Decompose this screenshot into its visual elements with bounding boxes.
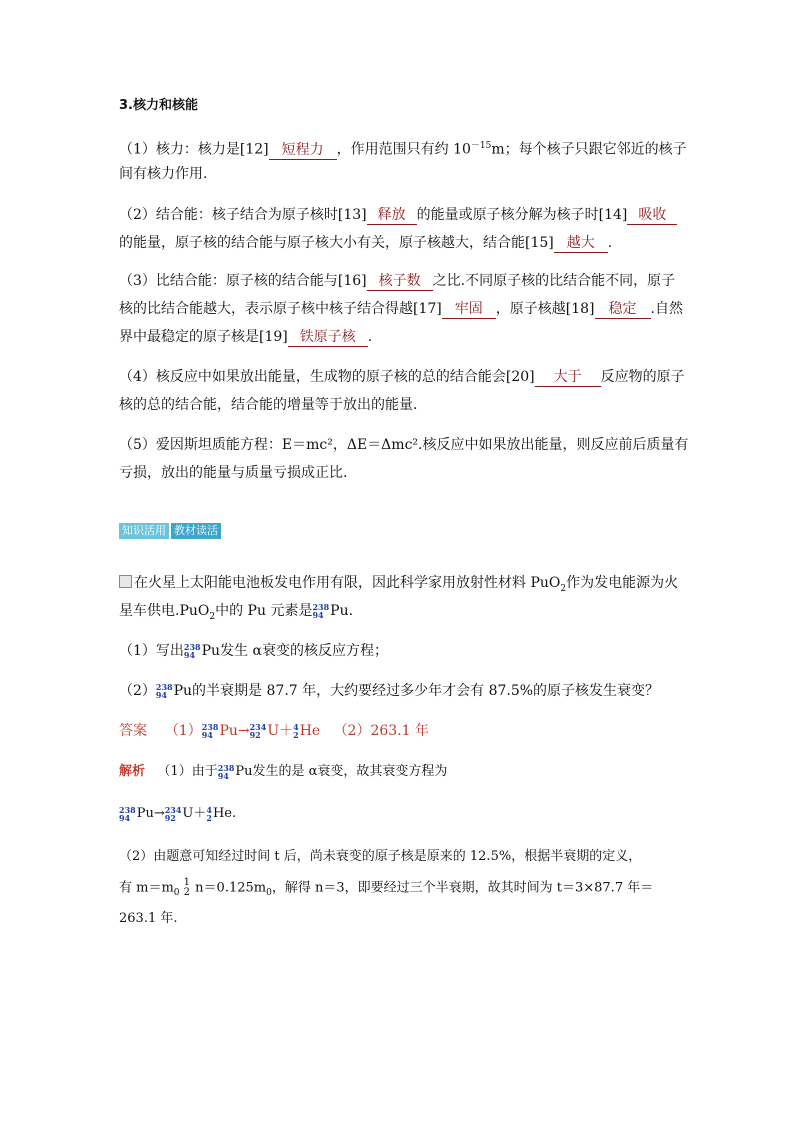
blank-13: 释放: [367, 206, 417, 225]
analysis-line-4: 有 $m=m_0$ 1 2 $n=0.125m_0$，解得 n＝3，即要经过三个半衰期，故其时间为 t＝3×87.7 年＝: [119, 877, 654, 899]
u-isotope: 234 92: [164, 804, 182, 823]
blank-19: 铁原子核: [288, 328, 368, 347]
pu-isotope: 238 94: [155, 682, 173, 700]
pu-isotope: 238 94: [217, 762, 235, 781]
section-title: 3.核力和核能: [119, 98, 198, 113]
pu-isotope: 238 94: [183, 642, 201, 660]
item-2-line-1: （2）结合能：核子结合为原子核时[13] 释放 的能量或原子核分解为核子时[14] 吸收: [119, 205, 677, 225]
analysis-line-5: 263.1 年.: [119, 911, 178, 926]
blank-16: 核子数: [367, 272, 433, 291]
item-3-line-1: （3）比结合能：原子核的结合能与[16] 核子数 之比.不同原子核的比结合能不同，原子: [119, 273, 676, 289]
pu-isotope: 238 94: [119, 804, 136, 823]
question-1: （1）写出 238 94 Pu发生 α衰变的核反应方程；: [119, 642, 388, 660]
badge-knowledge: 知识活用: [119, 523, 169, 539]
blank-18: 稳定: [595, 300, 651, 319]
item-5-line-1: （5）爱因斯坦质能方程：E＝mc²，ΔE＝Δmc².核反应中如果放出能量，则反应前后质量有: [119, 437, 689, 453]
blank-15: 越大: [554, 234, 608, 253]
image-placeholder-icon: [119, 575, 132, 588]
blank-12: 短程力: [269, 141, 337, 160]
item-3-line-2: 核的比结合能越大，表示原子核中核子结合得越[17] 牢固 ，原子核越[18] 稳定 .自然: [119, 301, 683, 317]
answer-label: 答案: [119, 723, 147, 739]
item-5-line-2: 亏损，放出的能量与质量亏损成正比.: [119, 465, 348, 481]
he-isotope: 4 2: [293, 722, 299, 740]
pu-isotope: 238 94: [312, 602, 330, 620]
problem-line-2: 星车供电.PuO$_2$中的 Pu 元素是 238 94 Pu.: [119, 602, 354, 622]
item-3-line-3: 界中最稳定的原子核是[19] 铁原子核 .: [119, 329, 373, 345]
fraction-half: 1 2: [183, 877, 191, 898]
analysis-line-3: （2）由题意可知经过时间 t 后，尚未衰变的原子核是原来的 12.5%，根据半衰期的定义，: [119, 849, 642, 864]
item-4-line-1: （4）核反应中如果放出能量，生成物的原子核的总的结合能会[20] 大于 反应物的原子: [119, 369, 685, 385]
analysis-line-1: 解析 （1）由于 238 94 Pu发生的是 α衰变，故其衰变方程为: [119, 762, 448, 781]
analysis-line-2: 238 94 Pu→ 234 92 U＋ 4 2 He.: [119, 804, 237, 823]
he-isotope: 4 2: [206, 804, 212, 823]
pu-isotope: 238 94: [201, 722, 219, 740]
u-isotope: 234 92: [249, 722, 267, 740]
blank-14: 吸收: [627, 206, 677, 225]
blank-20: 大于: [535, 368, 601, 387]
question-2: （2） 238 94 Pu的半衰期是 87.7 年，大约要经过多少年才会有 87.5%的原子核发生衰变？: [119, 682, 660, 700]
problem-line-1: 在火星上太阳能电池板发电作用有限，因此科学家用放射性材料 PuO$_2$作为发电能源为火: [119, 573, 678, 599]
item-4-line-2: 核的总的结合能，结合能的增量等于放出的能量.: [119, 397, 418, 413]
analysis-label: 解析: [119, 764, 146, 779]
section-badge: [119, 523, 221, 539]
answer-line: 答案 （1） 238 94 Pu→ 234 92 U＋ 4 2 He （2）263.1 年: [119, 722, 429, 740]
blank-17: 牢固: [442, 300, 496, 319]
item-2-line-2: 的能量，原子核的结合能与原子核大小有关，原子核越大，结合能[15] 越大 .: [119, 235, 613, 251]
badge-textbook: 教材读活: [171, 523, 221, 539]
item-1-line-2: 间有核力作用.: [119, 166, 208, 182]
item-1-line-1: （1）核力：核力是[12] 短程力 ，作用范围只有约 $10^{-15}m$；每个核子只跟它邻近的核子: [119, 141, 687, 158]
